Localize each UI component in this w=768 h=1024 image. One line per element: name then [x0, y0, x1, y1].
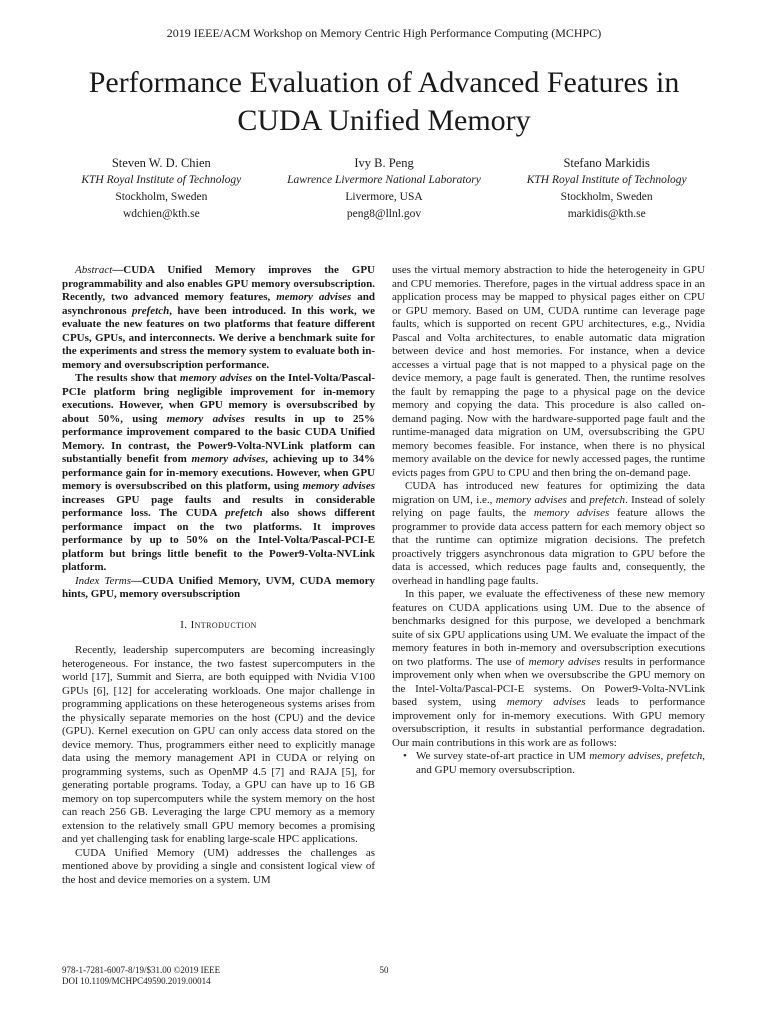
author-name: Ivy B. Peng [354, 156, 414, 170]
body-term: memory advises [495, 493, 567, 506]
abstract-term: memory advises [179, 372, 253, 384]
abstract-text: increases GPU page faults and results in considerable performance loss. The CUDA [62, 493, 375, 519]
author-location: Stockholm, Sweden [560, 191, 653, 203]
paper-title [40, 64, 728, 140]
section-number: I. [180, 618, 191, 631]
author-location: Stockholm, Sweden [115, 191, 208, 203]
author-location: Livermore, USA [345, 191, 423, 203]
author-affiliation: KTH Royal Institute of Technology [526, 174, 687, 186]
body-text: In this paper, we evaluate the effectiveness of these new memory features on CUDA applications using UM. Due to the absence of benchmarks designed for this purpose, we developed a benchmark suite of six GPU applications using UM. We evaluate the impact of the memory features in both in-memory and oversubscription executions on two platforms. The use of [392, 588, 705, 668]
author-1 [50, 155, 273, 223]
body-term: prefetch [666, 750, 703, 762]
title-line-1: Performance Evaluation of Advanced Features in [88, 66, 680, 99]
body-text: leads to performance improvement only for in-memory executions. With GPU memory oversubscription, it results in substantial performance degradation. Our main contributions in this work are as follows: [392, 696, 705, 749]
author-2 [273, 155, 496, 223]
abstract-text: results in up to 25% performance improvement compared to the basic CUDA Unified Memory. In contrast, the Power9-Volta-NVLink platform can substantially benefit from [62, 412, 375, 465]
body-term: memory advises [589, 750, 661, 762]
author-name: Steven W. D. Chien [111, 156, 211, 170]
abstract-results [62, 372, 375, 575]
author-affiliation: KTH Royal Institute of Technology [81, 174, 242, 186]
index-terms-label: Index Terms [75, 574, 131, 587]
abstract-label: Abstract [75, 264, 113, 276]
right-column [392, 264, 705, 777]
body-paragraph: uses the virtual memory abstraction to hide the heterogeneity in GPU and CPU memories. Therefore, pages in the virtual address space in an application process may be mapped to physical pages either on CPU or GPU memory. Based on UM, CUDA runtime can leverage page faults, which is supported on recent GPU architectures, e.g., Nvidia Pascal and Volta architectures, to enable automatic data migration between device and host memories. For instance, when a device accesses a virtual page that is not mapped to a physical page on the device memory, a page fault is generated. Then, the runtime resolves the fault by remapping the page to a physical page on the device memory and copying the data. This procedure is also called on-demand paging. Now with the hardware-supported page fault and the runtime-managed data migration on UM, oversubscribing the GPU memory becomes feasible. For instance, when there is no physical memory available on the device for newly accessed pages, the runtime evicts pages from GPU to CPU and then bring the on-demand page. [392, 264, 705, 479]
index-terms [62, 575, 375, 602]
body-text: . Instead of solely relying on page faults, the [392, 493, 705, 519]
abstract-term: prefetch [131, 304, 170, 317]
body-text: , and GPU memory oversubscription. [416, 750, 706, 776]
abstract [62, 264, 375, 372]
body-text: results in performance improvement only when when we oversubscribe the GPU memory on the Intel-Volta/Pascal-PCI-E systems. On Power9-Volta-NVLink based system, using [392, 655, 705, 708]
bullet-icon: • [403, 750, 407, 762]
body-text: We survey state-of-art practice in UM [416, 750, 590, 762]
body-term: prefetch [589, 493, 626, 506]
footer-isbn: 978-1-7281-6007-8/19/$31.00 ©2019 IEEE [62, 965, 221, 975]
body-term: memory advises [533, 507, 610, 519]
page-number: 50 [379, 965, 389, 975]
author-3 [495, 155, 718, 223]
contribution-bullet [392, 750, 705, 777]
section-title: Introduction [190, 618, 257, 631]
abstract-term: memory advises [166, 412, 245, 425]
author-email: peng8@llnl.gov [346, 208, 422, 220]
abstract-term: prefetch [225, 507, 263, 519]
body-term: memory advises [528, 655, 601, 668]
abstract-term: memory advises [302, 480, 375, 492]
body-text: , [660, 750, 664, 762]
body-paragraph [392, 588, 705, 750]
title-line-2: CUDA Unified Memory [237, 104, 531, 137]
body-paragraph: CUDA Unified Memory (UM) addresses the challenges as mentioned above by providing a single and consistent logical view of the host and device memories on a system. UM [62, 846, 375, 886]
abstract-text: on the Intel-Volta/Pascal-PCIe platform bring negligible improvement for in-memory executions. However, when GPU memory is oversubscribed by about 50%, using [62, 372, 375, 425]
author-block [50, 155, 718, 223]
body-term: memory advises [506, 696, 586, 708]
body-text: and [566, 493, 590, 506]
body-paragraph [392, 480, 705, 588]
abstract-text: —CUDA Unified Memory improves the GPU programmability and also enables GPU memory oversubscription. Recently, two advanced memory features, [62, 264, 375, 303]
author-email: markidis@kth.se [567, 208, 646, 220]
venue-header: 2019 IEEE/ACM Workshop on Memory Centric High Performance Computing (MCHPC) [166, 26, 602, 40]
abstract-text: , have been introduced. In this work, we evaluate the new features on two platforms that feature different CPUs, GPUs, and interconnects. We derive a benchmark suite for the experiments and stress the memory system to evaluate both in-memory and oversubscription performance. [62, 304, 375, 371]
section-heading-introduction [62, 619, 375, 633]
index-terms-text: —CUDA Unified Memory, UVM, CUDA memory hints, GPU, memory oversubscription [62, 574, 375, 600]
author-affiliation: Lawrence Livermore National Laboratory [287, 174, 481, 186]
abstract-text: The results show that [75, 372, 180, 384]
body-text: CUDA has introduced new features for optimizing the data migration on UM, i.e., [392, 480, 705, 506]
body-paragraph: Recently, leadership supercomputers are becoming increasingly heterogeneous. For instance, the two fastest supercomputers in the world [17], Summit and Sierra, are both equipped with Nvidia V100 GPUs [6], [12] for accelerating workloads. One major challenge in programming applications on these heterogeneous systems arises from the physically separate memories on the host (CPU) and the device (GPU). Kernel execution on GPU can only access data stored on the device memory. Thus, programmers either need to explicitly manage data using the memory management API in CUDA or relying on programming systems, such as OpenMP 4.5 [7] and RAJA [5], for generating portable programs. Today, a GPU can have up to 16 GB memory on top supercomputers while the system memory on the host can reach 256 GB. Leveraging the large CPU memory as a memory extension to the relatively small GPU memory becomes a promising and yet challenging task for enabling large-scale HPC applications. [62, 644, 375, 845]
abstract-text: also shows different performance impact on the two platforms. It improves performance by up to 50% on the Intel-Volta/Pascal-PCI-E platform but brings little benefit to the Power9-Volta-NVLink platform. [62, 507, 375, 573]
left-column [62, 264, 375, 887]
abstract-term: memory advises [191, 453, 266, 465]
abstract-text: and asynchronous [62, 291, 375, 317]
abstract-text: , achieving up to 34% performance gain for in-memory executions. However, when GPU memory is oversubscribed on this platform, using [62, 453, 375, 492]
author-name: Stefano Markidis [563, 156, 650, 170]
author-email: wdchien@kth.se [122, 208, 200, 220]
body-text: feature allows the programmer to provide data access pattern for each memory object so that the runtime can optimize migration decisions. The prefetch proactively triggers asynchronous data migration to GPU before the data is accessed, which reduces page faults and, consequently, the overhead in handling page faults. [392, 507, 705, 587]
abstract-term: memory advises [276, 291, 352, 303]
footer-doi: DOI 10.1109/MCHPC49590.2019.00014 [62, 976, 211, 986]
